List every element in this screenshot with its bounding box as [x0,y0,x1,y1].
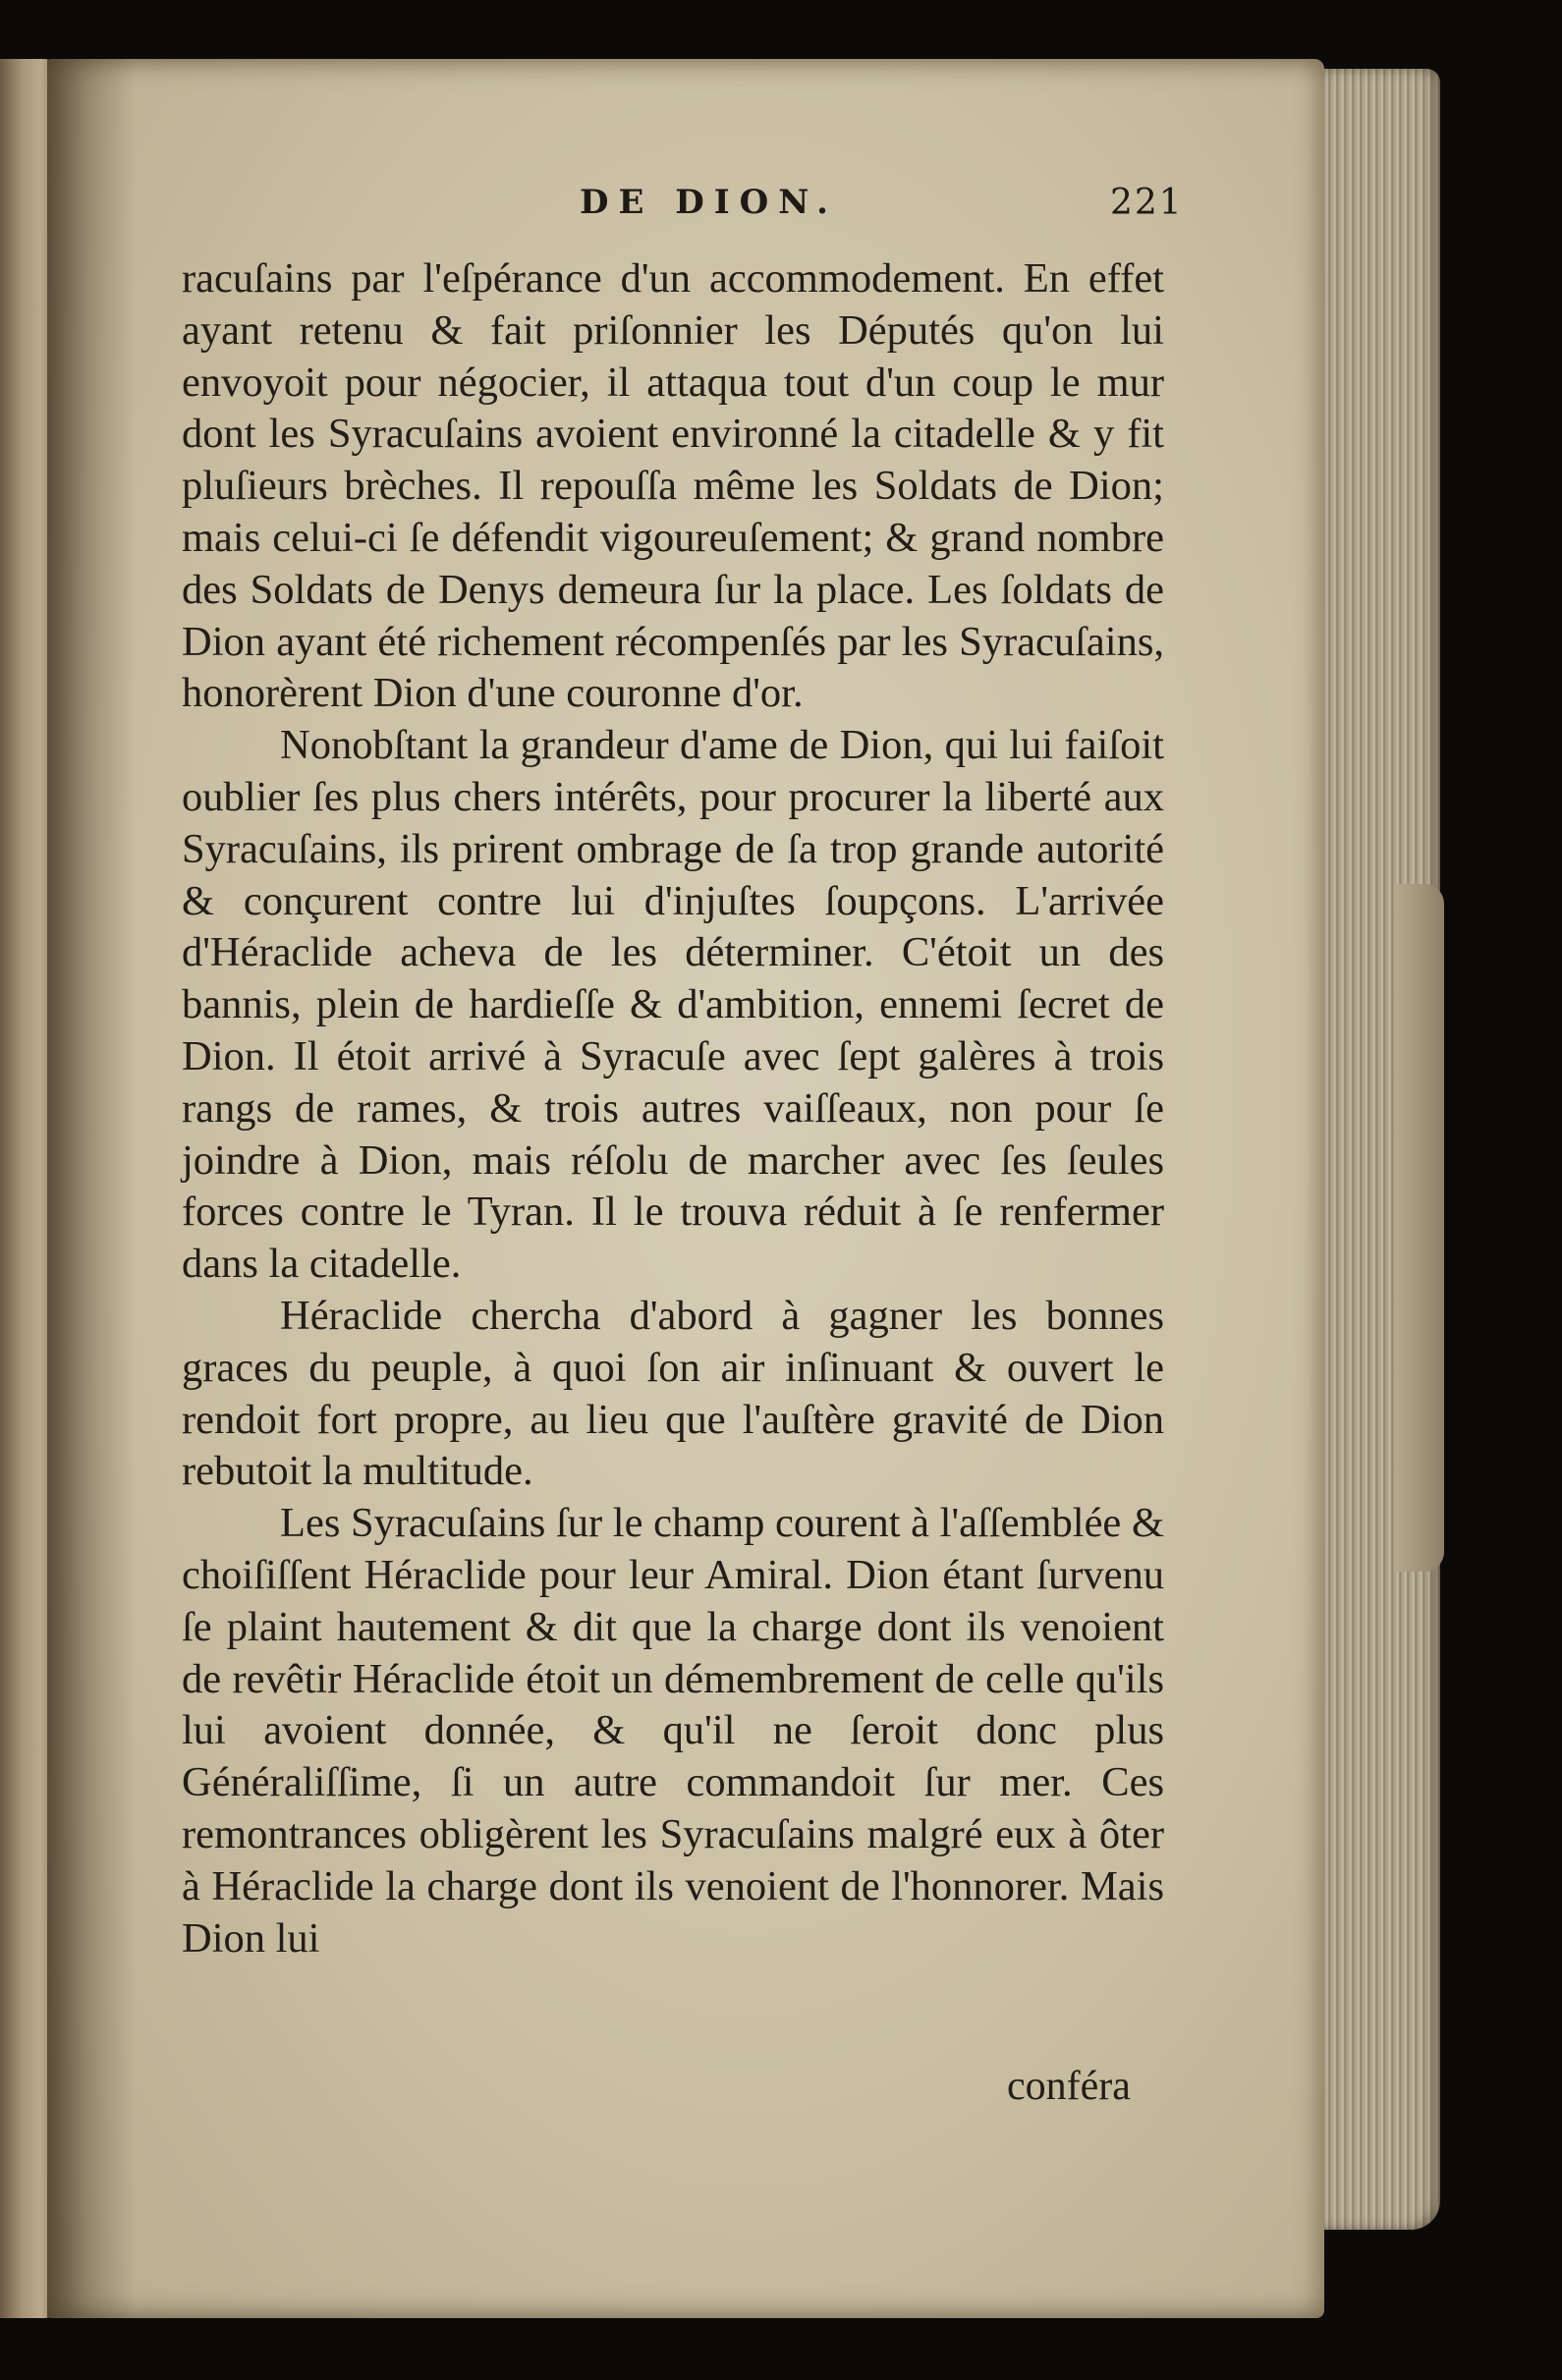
page-number: 221 [1110,183,1184,223]
gutter-shadow [47,59,136,2318]
paragraph-1: racuſains par l'eſpérance d'un accommodement. En effet ayant retenu & fait priſonnier les Députés qu'on lui envoyoit pour négocier, il attaqua tout d'un coup le mur dont les Syracuſains avoient environné la citadelle & y fit pluſieurs brèches. Il repouſſa même les Soldats de Dion; mais celui-ci ſe défendit vigoureuſement; & grand nombre des Soldats de Denys demeura ſur la place. Les ſoldats de Dion ayant été richement récompenſés par les Syracuſains, honorèrent Dion d'une couronne d'or. [182,255,1164,717]
running-head: DE DION. [580,183,838,222]
facing-page-edge [0,59,51,2318]
paragraph-4: Les Syracuſains ſur le champ courent à l'aſſemblée & choiſiſſent Héraclide pour leur Amiral. Dion étant ſurvenu ſe plaint hautement & dit que la charge dont ils venoient de revêtir Héraclide étoit un démembrement de celle qu'ils lui avoient donnée, & qu'il ne ſeroit donc plus Généraliſſime, ſi un autre commandoit ſur mer. Ces remontrances obligèrent les Syracuſains malgré eux à ôter à Héraclide la charge dont ils venoient de l'honnorer. Mais Dion lui [182,1500,1164,1962]
catchword: conféra [1007,2064,1131,2109]
paragraph-2: Nonobſtant la grandeur d'ame de Dion, qui lui faiſoit oublier ſes plus chers intérêts, pour procurer la liberté aux Syracuſains, ils prirent ombrage de ſa trop grande autorité & conçurent contre lui d'injuſtes ſoupçons. L'arrivée d'Héraclide acheva de les déterminer. C'étoit un des bannis, plein de hardieſſe & d'ambition, ennemi ſecret de Dion. Il étoit arrivé à Syracuſe avec ſept galères à trois rangs de rames, & trois autres vaiſſeaux, non pour ſe joindre à Dion, mais réſolu de marcher avec ſes ſeules forces contre le Tyran. Il le trouva réduit à ſe renfermer dans la citadelle. [182,722,1164,1288]
paragraph-3: Héraclide chercha d'abord à gagner les bonnes graces du peuple, à quoi ſon air inſinuant & ouvert le rendoit fort propre, au lieu que l'auſtère gravité de Dion rebutoit la multitude. [182,1292,1164,1495]
body-text [182,253,1164,1965]
worn-page-edge [1395,884,1444,1572]
